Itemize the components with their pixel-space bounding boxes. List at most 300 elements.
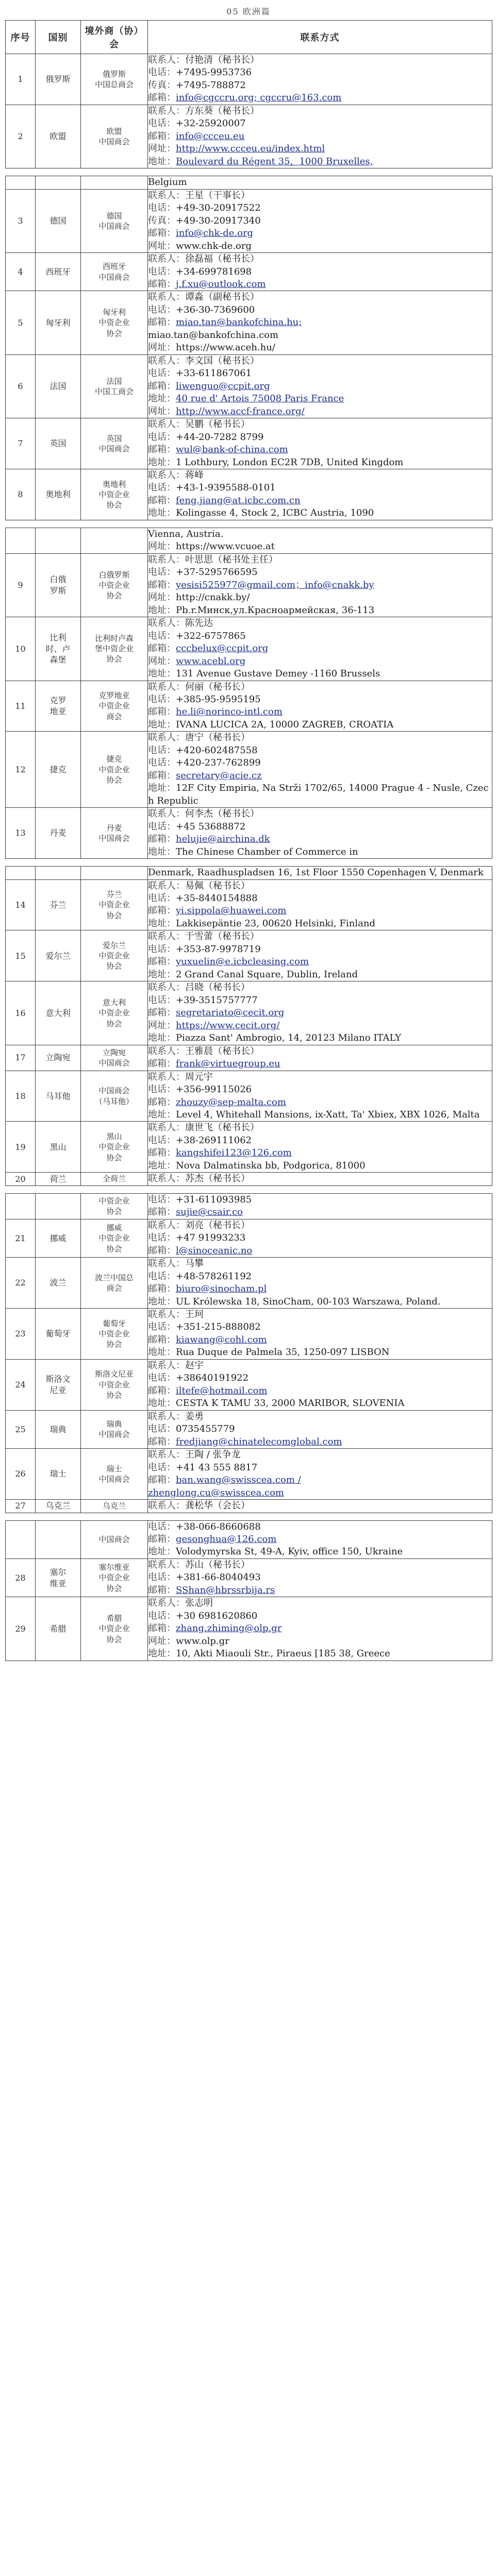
contact-label: 网址： — [148, 1020, 176, 1031]
contact-line — [148, 1058, 492, 1070]
contact-link[interactable]: feng.jiang@at.icbc.com.cn — [176, 495, 301, 506]
contact-line — [148, 969, 492, 981]
contact-label: 网址： — [148, 143, 176, 155]
contact-value: +39-3515757777 — [176, 994, 258, 1006]
row-number: 27 — [6, 1500, 36, 1513]
contact-line — [148, 770, 492, 782]
contact-value: 王陶 / 张争龙 — [185, 1449, 241, 1461]
contact-value: +7495-788872 — [176, 79, 246, 91]
contact-value: miao.tan@bankofchina.com — [148, 329, 279, 341]
contact-value: +381-66-8040493 — [176, 1572, 261, 1583]
contact-label: 电话： — [148, 567, 176, 578]
contact-link[interactable]: gesonghua@126.com — [176, 1533, 277, 1545]
contact-line — [148, 1071, 492, 1083]
contact-value: Level 4, Whitehall Mansions, ix-Xatt, Ta' Xbiex, XBX 1026, Malta — [176, 1109, 480, 1120]
contact-value: 何丽（秘书长） — [185, 681, 250, 692]
contact-value: 1 Lothbury, London EC2R 7DB, United Kingdom — [176, 456, 404, 468]
contact-value: 131 Avenue Gustave Demey -1160 Brussels — [176, 668, 380, 680]
table-row — [6, 681, 492, 732]
contact-label: 邮箱： — [148, 380, 176, 392]
contact-line — [148, 1007, 492, 1019]
chamber-cell: 白俄罗斯 中资企业 协会 — [81, 553, 148, 617]
contact-value: www.olp.gr — [176, 1635, 229, 1647]
contact-link[interactable]: info@chk-de.org — [176, 228, 254, 239]
contact-label: 邮箱： — [148, 1283, 176, 1295]
contact-cell — [148, 981, 492, 1045]
contact-line — [148, 79, 492, 92]
contact-cell — [148, 617, 492, 681]
contact-value: +353-87-9978719 — [176, 943, 261, 955]
contact-cell — [148, 1173, 492, 1185]
contact-line — [148, 981, 492, 994]
contact-line — [148, 130, 492, 143]
contact-link[interactable]: segretariato@cecit.org — [176, 1007, 285, 1019]
contact-line — [148, 591, 492, 604]
row-number: 10 — [6, 617, 36, 681]
contact-label: 电话： — [148, 431, 176, 443]
contact-cell — [148, 681, 492, 732]
row-number: 22 — [6, 1258, 36, 1309]
row-number: 15 — [6, 930, 36, 981]
contact-line — [148, 1584, 492, 1597]
contact-line — [148, 782, 492, 807]
contact-label: 邮箱： — [148, 1058, 176, 1070]
contact-link[interactable]: cccbelux@ccpit.org — [176, 643, 269, 654]
header-row — [6, 21, 492, 54]
contact-line — [148, 266, 492, 278]
country-cell: 荷兰 — [36, 1173, 81, 1185]
contact-value: Pb.r.Минск,ул.Красноармейская, 36-113 — [176, 604, 375, 616]
country-cell — [36, 1193, 81, 1219]
contact-value: https://www.vcuoe.at — [176, 541, 275, 552]
chamber-cell: 比利时卢森 堡中资企业 协会 — [81, 617, 148, 681]
table-row — [6, 1597, 492, 1660]
contact-line — [148, 240, 492, 252]
contact-value: 12F City Empiria, Na Strži 1702/65, 14000 Prague 4 - Nusle, Czech Republic — [148, 783, 489, 806]
contact-link[interactable]: info@ccceu.eu — [176, 130, 245, 142]
contact-line — [148, 367, 492, 380]
contact-link[interactable]: j.f.xu@outlook.com — [176, 278, 266, 290]
contact-line — [148, 732, 492, 744]
contact-label: 地址： — [148, 1160, 176, 1171]
row-number: 26 — [6, 1449, 36, 1500]
contact-label: 邮箱： — [148, 956, 176, 968]
contact-line — [148, 1258, 492, 1270]
contact-label: 地址： — [148, 969, 176, 980]
country-cell: 芬兰 — [36, 879, 81, 930]
contact-label: 电话： — [148, 1610, 176, 1621]
contact-line — [148, 92, 492, 104]
contact-label: 电话： — [148, 1194, 176, 1205]
contact-label: 邮箱： — [148, 1147, 176, 1159]
contact-value: 付艳清（秘书长） — [185, 55, 259, 65]
contact-label: 联系人： — [148, 982, 185, 993]
contact-label: 邮箱： — [148, 228, 176, 239]
chamber-cell: 瑞士 中国商会 — [81, 1449, 148, 1500]
contact-link[interactable]: yesisi525977@gmail.com；info@cnakk.by — [176, 579, 374, 590]
chamber-cell — [81, 176, 148, 189]
table-body — [6, 54, 492, 168]
contact-line — [148, 1296, 492, 1308]
contact-label: 联系人： — [148, 618, 185, 629]
country-cell: 瑞典 — [36, 1410, 81, 1448]
contact-table — [5, 866, 492, 1186]
contact-cell — [148, 1449, 492, 1500]
contact-line — [148, 1194, 492, 1206]
contact-cell — [148, 176, 492, 189]
contact-line — [148, 1622, 492, 1635]
row-number: 1 — [6, 54, 36, 105]
contact-link[interactable]: http://www.accf-france.org/ — [176, 405, 305, 417]
contact-link[interactable]: wul@bank-of-china.com — [176, 444, 288, 455]
contact-line — [148, 1206, 492, 1218]
contact-value: +41 43 555 8817 — [176, 1462, 258, 1473]
contact-link[interactable]: secretary@acie.cz — [176, 770, 262, 781]
contact-label: 电话： — [148, 118, 176, 129]
contact-link[interactable]: helujie@airchina.dk — [176, 834, 270, 845]
chamber-cell: 匈牙利 中资企业 协会 — [81, 291, 148, 354]
row-number: 16 — [6, 981, 36, 1045]
contact-value: 易佩（秘书长） — [185, 880, 250, 891]
country-cell: 葡萄牙 — [36, 1309, 81, 1360]
contact-value: +38-066-8660688 — [176, 1521, 261, 1532]
contact-label: 邮箱： — [148, 278, 176, 290]
contact-line — [148, 880, 492, 892]
contact-link[interactable]: 40 rue d' Artois 75008 Paris France — [176, 393, 344, 404]
country-cell: 俄罗斯 — [36, 54, 81, 105]
contact-label: 电话： — [148, 994, 176, 1006]
chamber-cell: 黑山 中资企业 协会 — [81, 1122, 148, 1173]
contact-link[interactable]: ban.wang@swisscea.com / — [176, 1475, 301, 1486]
table-row — [6, 981, 492, 1045]
contact-label: 电话： — [148, 1572, 176, 1583]
contact-line — [148, 1134, 492, 1147]
contact-label: 邮箱： — [148, 770, 176, 781]
contact-line — [148, 1559, 492, 1571]
table-body — [6, 1193, 492, 1513]
contact-line — [148, 867, 492, 879]
contact-line — [148, 1360, 492, 1372]
contact-line — [148, 1096, 492, 1109]
table-row — [6, 1071, 492, 1122]
table-row — [6, 469, 492, 520]
contact-value: 姜勇 — [185, 1411, 204, 1422]
contact-value: 苏山（秘书长） — [185, 1559, 250, 1570]
contact-label: 邮箱： — [148, 579, 176, 590]
contact-label: 邮箱： — [148, 1385, 176, 1396]
country-cell: 瑞士 — [36, 1449, 81, 1500]
contact-link[interactable]: zhang.zhiming@olp.gr — [176, 1623, 282, 1634]
contact-label: 联系人： — [148, 1598, 185, 1609]
contact-cell — [148, 418, 492, 469]
contact-link[interactable]: http://www.ccceu.eu/index.html — [176, 143, 325, 155]
contact-label: 邮箱： — [148, 1623, 176, 1634]
contact-label: 地址： — [148, 719, 176, 730]
contact-label: 电话： — [148, 1134, 176, 1146]
contact-link[interactable]: zhouzy@sep-malta.com — [176, 1096, 286, 1108]
contact-value: +34-699781698 — [176, 266, 252, 277]
contact-link[interactable]: fredjiang@chinatelecomglobal.com — [176, 1436, 342, 1447]
contact-value: 0735455779 — [176, 1423, 235, 1435]
chamber-cell: 立陶宛 中国商会 — [81, 1045, 148, 1071]
table-row — [6, 1219, 492, 1257]
contact-line — [148, 554, 492, 566]
contact-value: +37-5295766595 — [176, 567, 258, 578]
chamber-cell: 斯洛文尼亚 中资企业 协会 — [81, 1359, 148, 1410]
contact-link[interactable]: miao.tan@bankofchina.hu; — [176, 317, 302, 328]
contact-label: 地址： — [148, 1109, 176, 1120]
contact-label: 邮箱： — [148, 834, 176, 845]
contact-label: 电话： — [148, 821, 176, 832]
contact-value: 2 Grand Canal Square, Dublin, Ireland — [176, 969, 358, 980]
chamber-cell: 奥地利 中资企业 协会 — [81, 469, 148, 520]
table-row — [6, 617, 492, 681]
country-cell: 斯洛文 尼亚 — [36, 1359, 81, 1410]
contact-label: 电话： — [148, 943, 176, 955]
contact-line — [148, 278, 492, 291]
table-row — [6, 1500, 492, 1513]
contact-value: +36-30-7369600 — [176, 304, 255, 315]
contact-label: 电话： — [148, 1270, 176, 1282]
contact-line — [148, 1270, 492, 1283]
contact-line — [148, 1346, 492, 1359]
country-cell: 西班牙 — [36, 253, 81, 291]
contact-cell — [148, 1410, 492, 1448]
contact-cell — [148, 1597, 492, 1660]
contact-value: Denmark, Raadhuspladsen 16, 1st Floor 1550 Copenhagen V, Denmark — [148, 867, 484, 878]
contact-line — [148, 215, 492, 227]
contact-cell — [148, 732, 492, 808]
contact-line — [148, 507, 492, 519]
contact-label: 电话： — [148, 757, 176, 769]
contact-value: +31-611093985 — [176, 1194, 252, 1205]
table-row — [6, 176, 492, 189]
chamber-cell: 西班牙 中国商会 — [81, 253, 148, 291]
contact-cell — [148, 930, 492, 981]
table-row — [6, 1258, 492, 1309]
contact-link[interactable]: kiawang@cohl.com — [176, 1334, 267, 1345]
contact-value: 陈先达 — [185, 618, 213, 629]
contact-value: 周元宇 — [185, 1071, 213, 1082]
contact-label: 电话： — [148, 744, 176, 756]
contact-line — [148, 579, 492, 591]
contact-label: 邮箱： — [148, 1207, 176, 1218]
contact-link[interactable]: kangshifei123@126.com — [176, 1147, 292, 1159]
contact-label: 联系人： — [148, 1360, 185, 1371]
table-row — [6, 291, 492, 354]
contact-line — [148, 1610, 492, 1622]
contact-value: +420-602487558 — [176, 744, 258, 756]
contact-line — [148, 668, 492, 680]
contact-label: 地址： — [148, 846, 176, 857]
contact-label: 地址： — [148, 456, 176, 468]
contact-link[interactable]: frank@virtuegroup.eu — [176, 1058, 280, 1070]
chamber-cell: 乌克兰 — [81, 1500, 148, 1513]
contact-line — [148, 1423, 492, 1435]
contact-label: 联系人： — [148, 1173, 185, 1184]
country-cell: 挪威 — [36, 1219, 81, 1257]
contact-link[interactable]: liwenguo@ccpit.org — [176, 380, 270, 392]
contact-label: 联系人： — [148, 1449, 185, 1461]
contact-label: 电话： — [148, 482, 176, 494]
contact-link[interactable]: www.acebl.org — [176, 655, 246, 667]
contact-value: +49-30-20917522 — [176, 202, 261, 214]
contact-label: 地址： — [148, 1648, 176, 1659]
contact-link[interactable]: sujie@csair.co — [176, 1207, 243, 1218]
contact-line — [148, 190, 492, 202]
country-cell: 希腊 — [36, 1597, 81, 1660]
contact-cell — [148, 54, 492, 105]
table-body — [6, 1520, 492, 1660]
contact-value: +30 6981620860 — [176, 1610, 258, 1621]
contact-line — [148, 833, 492, 845]
contact-value: +32-25920007 — [176, 118, 246, 129]
contact-value: 苏杰（秘书长） — [185, 1173, 250, 1184]
contact-link[interactable]: SShan@hbrssrbija.rs — [176, 1584, 275, 1596]
country-cell: 英国 — [36, 418, 81, 469]
contact-label: 联系人： — [148, 880, 185, 891]
contact-label: 邮箱： — [148, 1007, 176, 1019]
contact-link[interactable]: zhenglong.cu@swisscea.com — [148, 1487, 284, 1498]
contact-line — [148, 202, 492, 214]
table-row — [6, 1193, 492, 1219]
contact-value: +38640191922 — [176, 1372, 249, 1384]
row-number: 17 — [6, 1045, 36, 1071]
country-cell: 德国 — [36, 189, 81, 252]
row-number: 19 — [6, 1122, 36, 1173]
row-number: 9 — [6, 553, 36, 617]
contact-label: 联系人： — [148, 1258, 185, 1269]
contact-link[interactable]: yi.sippola@huawei.com — [176, 905, 287, 917]
contact-value: 刘亮（秘书长） — [185, 1219, 250, 1231]
contact-cell — [148, 253, 492, 291]
contact-label: 邮箱： — [148, 1096, 176, 1108]
country-cell — [36, 1520, 81, 1558]
contact-value: http://cnakk.by/ — [176, 592, 250, 603]
contact-label: 邮箱： — [148, 1436, 176, 1447]
contact-line — [148, 681, 492, 693]
contact-cell — [148, 1500, 492, 1513]
chamber-cell: 波兰中国总 商会 — [81, 1258, 148, 1309]
col-chamber-header: 境外商（协）会 — [81, 21, 148, 54]
contact-value: CESTA K TAMU 33, 2000 MARIBOR, SLOVENIA — [176, 1398, 405, 1409]
chamber-cell: 德国 中国商会 — [81, 189, 148, 252]
contact-line — [148, 176, 492, 189]
contact-label: 联系人： — [148, 1559, 185, 1570]
contact-label: 地址： — [148, 668, 176, 680]
row-number — [6, 176, 36, 189]
contact-label: 电话： — [148, 630, 176, 641]
contact-label: 邮箱： — [148, 1334, 176, 1345]
contact-label: 网址： — [148, 342, 176, 353]
country-cell: 丹麦 — [36, 808, 81, 859]
table-row — [6, 1449, 492, 1500]
chamber-cell: 中国商会 — [81, 1520, 148, 1558]
country-cell: 黑山 — [36, 1122, 81, 1173]
contact-label: 电话： — [148, 304, 176, 315]
table-row — [6, 54, 492, 105]
contact-value: Belgium — [148, 177, 187, 188]
contact-cell — [148, 1071, 492, 1122]
country-cell: 匈牙利 — [36, 291, 81, 354]
contact-line — [148, 431, 492, 444]
section-header: 05 欧洲篇 — [226, 7, 271, 16]
contact-label: 电话： — [148, 266, 176, 277]
contact-value: Volodymyrska St, 49-A, Kyiv, office 150, Ukraine — [176, 1546, 403, 1557]
row-number — [6, 1193, 36, 1219]
contact-value: +356-99115026 — [176, 1084, 252, 1095]
contact-line — [148, 1648, 492, 1660]
contact-line — [148, 821, 492, 833]
chamber-cell: 俄罗斯 中国总商会 — [81, 54, 148, 105]
contact-cell — [148, 1309, 492, 1360]
contact-link[interactable]: biuro@sinocham.pl — [176, 1283, 267, 1295]
contact-label: 网址： — [148, 592, 176, 603]
row-number: 3 — [6, 189, 36, 252]
contact-value: 谭淼（副秘书长） — [185, 292, 259, 303]
contact-value: +7495-9953736 — [176, 67, 252, 78]
contact-value: 10, Akti Miaouli Str., Piraeus [185 38, Greece — [176, 1648, 390, 1659]
row-number: 11 — [6, 681, 36, 732]
row-number: 23 — [6, 1309, 36, 1360]
contact-line — [148, 918, 492, 930]
table-row — [6, 418, 492, 469]
country-cell: 塞尔 维亚 — [36, 1558, 81, 1597]
contact-link[interactable]: https://www.cecit.org/ — [176, 1020, 280, 1031]
table-row — [6, 930, 492, 981]
contact-line — [148, 1122, 492, 1134]
row-number: 25 — [6, 1410, 36, 1448]
contact-line — [148, 316, 492, 329]
contact-value: 马攀 — [185, 1258, 204, 1269]
contact-label: 电话： — [148, 368, 176, 379]
contact-value: +351-215-888082 — [176, 1321, 261, 1333]
contact-link[interactable]: info@cgccru.org; cgccru@163.com — [176, 92, 342, 104]
contact-label: 联系人： — [148, 190, 185, 201]
contact-link[interactable]: yuxuelin@e.icbcleasing.com — [176, 956, 309, 968]
contact-value: Rua Duque de Palmela 35, 1250-097 LISBON — [176, 1347, 390, 1358]
contact-line — [148, 482, 492, 494]
contact-label: 地址： — [148, 1296, 176, 1307]
chamber-cell: 全荷兰 — [81, 1173, 148, 1185]
country-cell: 白俄 罗斯 — [36, 553, 81, 617]
country-cell: 乌克兰 — [36, 1500, 81, 1513]
contact-label: 邮箱： — [148, 1584, 176, 1596]
contact-link[interactable]: l@sinoceanic.no — [176, 1245, 253, 1256]
contact-value: +322-6757865 — [176, 630, 246, 641]
contact-label: 电话： — [148, 1084, 176, 1095]
contact-line — [148, 227, 492, 240]
contact-link[interactable]: iltefe@hotmail.com — [176, 1385, 268, 1396]
table-row — [6, 1410, 492, 1448]
contact-line — [148, 930, 492, 943]
contact-value: +44-20-7282 8799 — [176, 431, 264, 443]
contact-link[interactable]: he.li@norinco-intl.com — [176, 706, 283, 718]
chamber-cell: 塞尔维亚 中资企业 协会 — [81, 1558, 148, 1597]
contact-cell — [148, 1520, 492, 1558]
contact-label: 联系人： — [148, 931, 185, 942]
contact-link[interactable]: Boulevard du Régent 35，1000 Bruxelles, — [176, 156, 373, 167]
country-cell: 比利 时、卢 森堡 — [36, 617, 81, 681]
contact-line — [148, 1397, 492, 1410]
contact-cell — [148, 469, 492, 520]
contact-label: 电话： — [148, 1321, 176, 1333]
contact-line — [148, 304, 492, 316]
contact-cell — [148, 1193, 492, 1219]
country-cell: 马耳他 — [36, 1071, 81, 1122]
row-number: 28 — [6, 1558, 36, 1597]
country-cell: 捷克 — [36, 732, 81, 808]
